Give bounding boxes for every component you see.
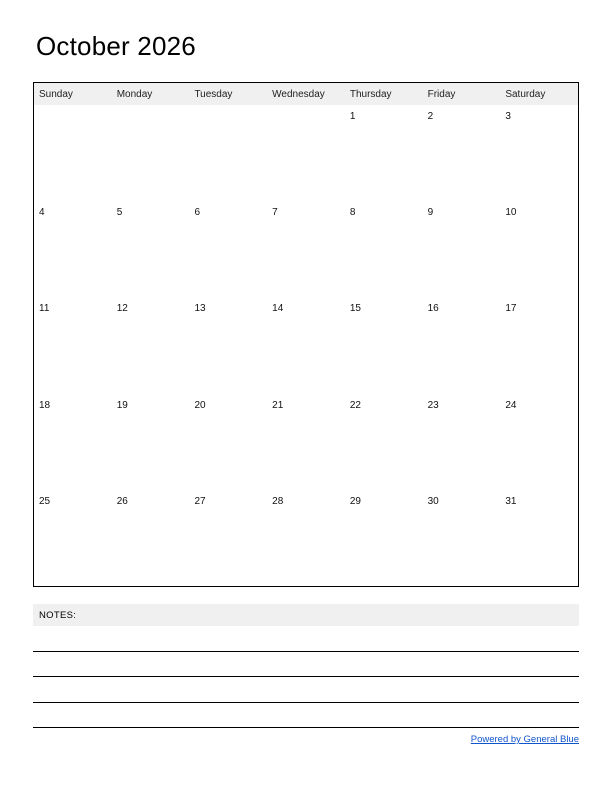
day-cell[interactable] [423, 105, 501, 201]
powered-by-link[interactable]: Powered by General Blue [470, 734, 579, 745]
weekday-header-saturday [500, 83, 578, 105]
day-cell[interactable] [267, 105, 345, 201]
weekday-header-thursday [345, 83, 423, 105]
day-cell[interactable] [34, 105, 112, 201]
day-cell[interactable] [189, 490, 267, 586]
weekday-header-friday [423, 83, 501, 105]
day-cell[interactable] [112, 297, 190, 393]
weekday-header-tuesday [189, 83, 267, 105]
day-number: 17 [505, 303, 517, 315]
day-number: 16 [427, 303, 439, 315]
day-number: 22 [349, 399, 361, 411]
day-number: 11 [39, 303, 50, 315]
day-number: 10 [505, 207, 517, 219]
day-cell[interactable] [345, 201, 423, 297]
day-number: 15 [349, 303, 361, 315]
day-cell[interactable] [34, 297, 112, 393]
day-cell[interactable] [500, 490, 578, 586]
day-cell[interactable] [423, 297, 501, 393]
day-number: 29 [349, 495, 361, 507]
calendar-grid [33, 82, 579, 587]
week-row [34, 394, 578, 490]
day-number: 27 [194, 495, 206, 507]
notes-header-band [33, 604, 579, 626]
day-cell[interactable] [189, 297, 267, 393]
day-cell[interactable] [345, 490, 423, 586]
footer [33, 729, 579, 747]
day-cell[interactable] [189, 105, 267, 201]
day-cell[interactable] [34, 394, 112, 490]
week-row [34, 201, 578, 297]
day-number: 19 [116, 399, 128, 411]
weekday-header-wednesday [267, 83, 345, 105]
weekday-label: Saturday [505, 88, 546, 100]
notes-writing-area[interactable] [33, 626, 579, 728]
day-number: 1 [349, 111, 356, 122]
day-number: 14 [272, 303, 284, 315]
weekday-label: Thursday [349, 88, 392, 100]
day-cell[interactable] [267, 297, 345, 393]
notes-label: NOTES: [39, 609, 77, 621]
day-number: 2 [427, 111, 434, 122]
day-cell[interactable] [423, 394, 501, 490]
weekday-label: Wednesday [272, 88, 325, 100]
day-cell[interactable] [112, 490, 190, 586]
day-number: 30 [427, 495, 439, 507]
day-cell[interactable] [267, 201, 345, 297]
weekday-header-monday [112, 83, 190, 105]
day-number: 12 [116, 303, 128, 315]
day-cell[interactable] [423, 490, 501, 586]
day-number: 31 [505, 495, 517, 507]
day-cell[interactable] [500, 201, 578, 297]
day-number: 4 [39, 207, 45, 219]
weekday-label: Friday [427, 88, 456, 100]
weekday-header-sunday [34, 83, 112, 105]
day-number: 23 [427, 399, 439, 411]
day-number: 13 [194, 303, 206, 315]
week-row [34, 105, 578, 201]
day-number: 7 [272, 207, 278, 219]
weekday-label: Sunday [39, 88, 73, 100]
note-line[interactable] [33, 703, 579, 729]
day-cell[interactable] [112, 201, 190, 297]
day-number: 3 [505, 111, 511, 122]
day-cell[interactable] [345, 105, 423, 201]
day-cell[interactable] [112, 394, 190, 490]
day-cell[interactable] [267, 490, 345, 586]
day-cell[interactable] [500, 297, 578, 393]
week-row [34, 490, 578, 586]
day-number: 6 [194, 207, 200, 219]
day-cell[interactable] [112, 105, 190, 201]
calendar-week-rows [34, 105, 578, 586]
day-number: 26 [116, 495, 128, 507]
day-number: 28 [272, 495, 284, 507]
note-line[interactable] [33, 677, 579, 703]
day-cell[interactable] [500, 394, 578, 490]
day-cell[interactable] [34, 490, 112, 586]
day-number: 5 [116, 207, 123, 219]
weekday-label: Tuesday [194, 88, 233, 100]
day-cell[interactable] [345, 297, 423, 393]
day-number: 24 [505, 399, 517, 411]
day-cell[interactable] [423, 201, 501, 297]
weekday-label: Monday [116, 88, 153, 100]
day-number: 20 [194, 399, 206, 411]
day-cell[interactable] [34, 201, 112, 297]
day-number: 25 [39, 495, 51, 507]
day-number: 8 [349, 207, 356, 219]
note-line[interactable] [33, 652, 579, 678]
day-number: 9 [427, 207, 434, 219]
day-cell[interactable] [267, 394, 345, 490]
day-cell[interactable] [189, 394, 267, 490]
day-number: 18 [39, 399, 51, 411]
day-cell[interactable] [345, 394, 423, 490]
day-number: 21 [272, 399, 284, 411]
weekday-header-row [34, 83, 578, 105]
note-line[interactable] [33, 626, 579, 652]
page-title: October 2026 [36, 31, 196, 61]
day-cell[interactable] [189, 201, 267, 297]
week-row [34, 297, 578, 393]
day-cell[interactable] [500, 105, 578, 201]
